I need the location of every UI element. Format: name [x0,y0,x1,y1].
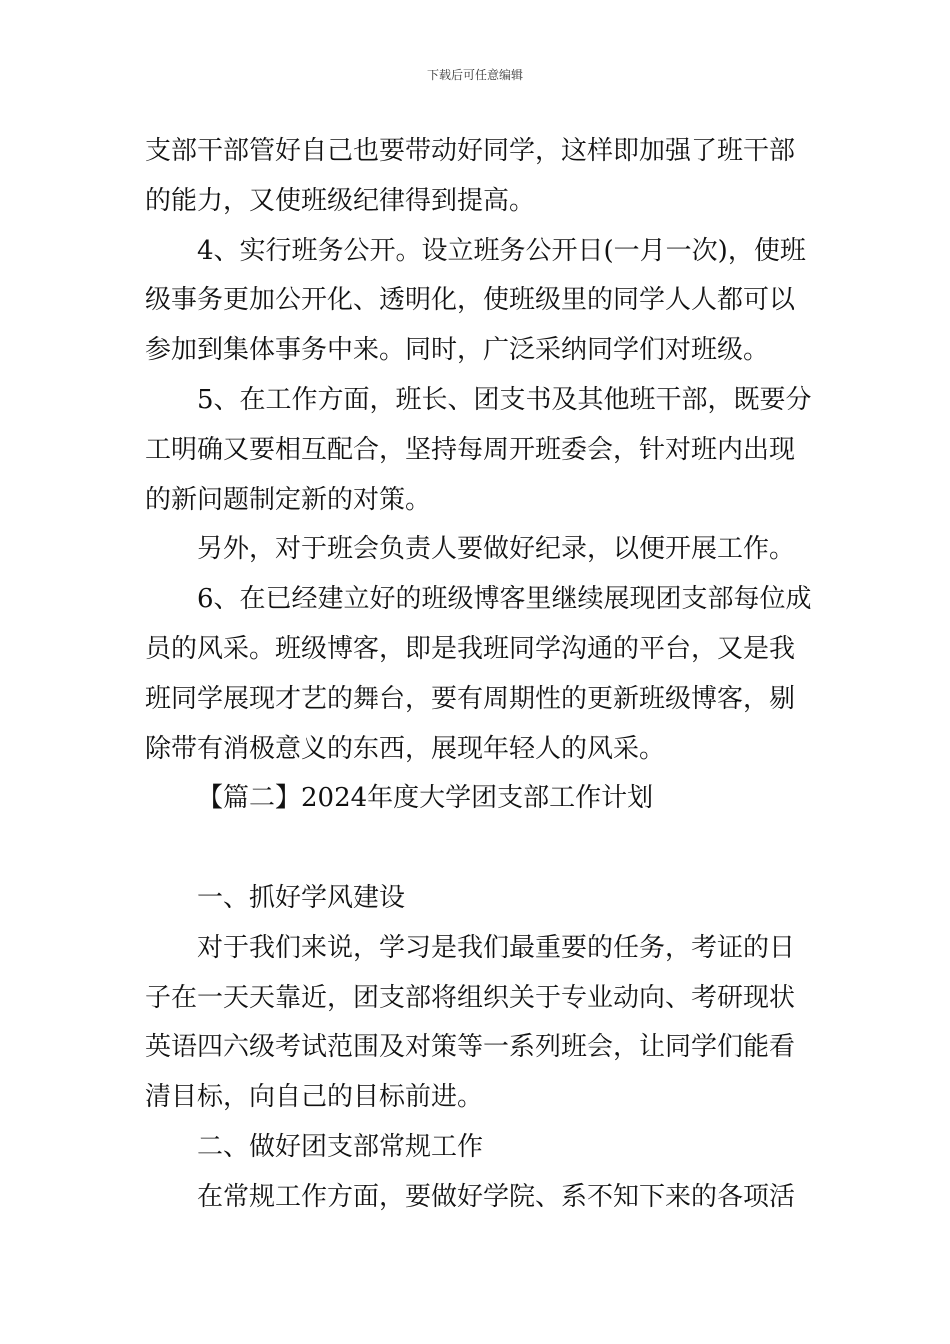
paragraph-line: 员的风采。班级博客，即是我班同学沟通的平台，又是我 [145,633,796,664]
paragraph-line: 的新问题制定新的对策。 [145,484,432,515]
paragraph-line: 英语四六级考试范围及对策等一系列班会，让同学们能看 [145,1032,796,1063]
page-header: 下载后可任意编辑 [426,68,523,82]
paragraph-line: 6、在已经建立好的班级博客里继续展现团支部每位成 [197,584,812,615]
paragraph-line: 的能力，又使班级纪律得到提高。 [145,185,536,216]
paragraph-line: 班同学展现才艺的舞台，要有周期性的更新班级博客，剔 [145,683,796,714]
paragraph-line: 参加到集体事务中来。同时，广泛采纳同学们对班级。 [145,335,770,366]
paragraph-line: 支部干部管好自己也要带动好同学，这样即加强了班干部 [145,136,796,166]
paragraph-line: 除带有消极意义的东西，展现年轻人的风采。 [145,733,666,764]
document-body [145,127,810,1223]
paragraph-line: 级事务更加公开化、透明化，使班级里的同学人人都可以 [145,285,796,316]
paragraph-line: 在常规工作方面，要做好学院、系不知下来的各项活 [197,1181,796,1212]
paragraph-line: 对于我们来说，学习是我们最重要的任务，考证的日 [197,932,796,963]
section-heading: 【篇二】2024年度大学团支部工作计划 [197,783,654,814]
paragraph-line: 清目标，向自己的目标前进。 [145,1082,484,1113]
subsection-heading: 二、做好团支部常规工作 [197,1131,484,1162]
paragraph-line: 子在一天天靠近，团支部将组织关于专业动向、考研现状 [145,982,796,1013]
paragraph-line: 工明确又要相互配合，坚持每周开班委会，针对班内出现 [145,434,796,465]
paragraph-line: 4、实行班务公开。设立班务公开日(一月一次)，使班 [197,235,806,266]
paragraph-line: 5、在工作方面，班长、团支书及其他班干部，既要分 [197,384,812,415]
blank-line [145,824,810,874]
paragraph-line: 另外，对于班会负责人要做好纪录，以便开展工作。 [197,534,796,565]
subsection-heading: 一、抓好学风建设 [197,882,406,913]
